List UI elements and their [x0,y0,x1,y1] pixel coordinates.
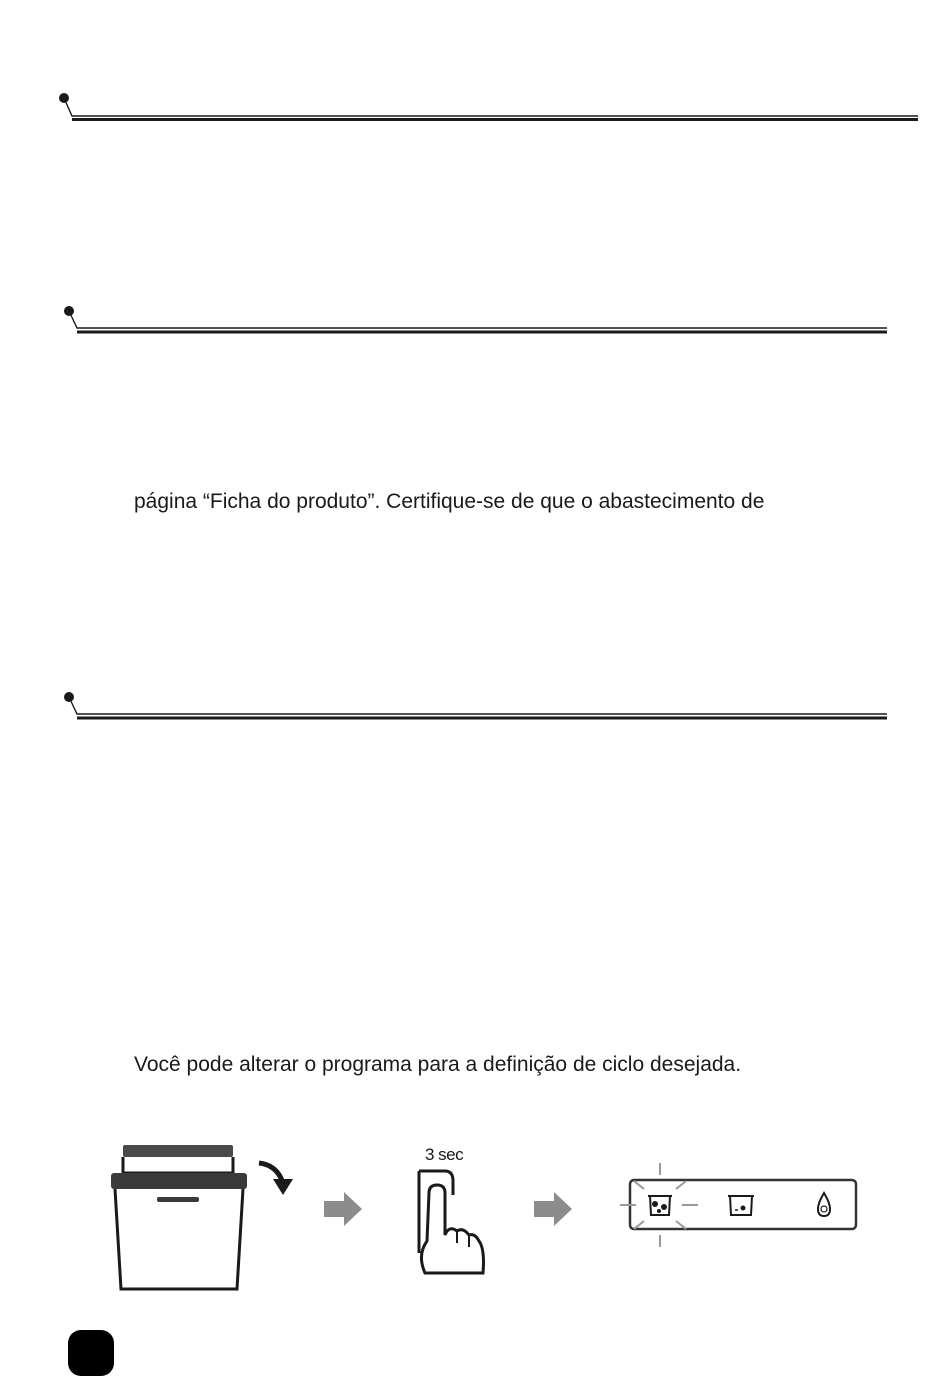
dishwasher-door-open-icon [105,1143,295,1298]
body-text-line: página “Ficha do produto”. Certifique-se de que o abastecimento de [134,490,765,513]
section-divider [61,689,891,723]
page-number-badge [68,1330,114,1376]
step-arrow-icon [322,1190,364,1233]
finger-press-button-icon [405,1143,495,1288]
section-divider [61,303,891,337]
section-divider [56,90,922,124]
body-text-line: Você pode alterar o programa para a definição de ciclo desejada. [134,1053,742,1076]
step-arrow-icon [532,1190,574,1233]
program-display-panel-icon [618,1163,863,1252]
hold-duration-label: 3 sec [425,1145,464,1164]
